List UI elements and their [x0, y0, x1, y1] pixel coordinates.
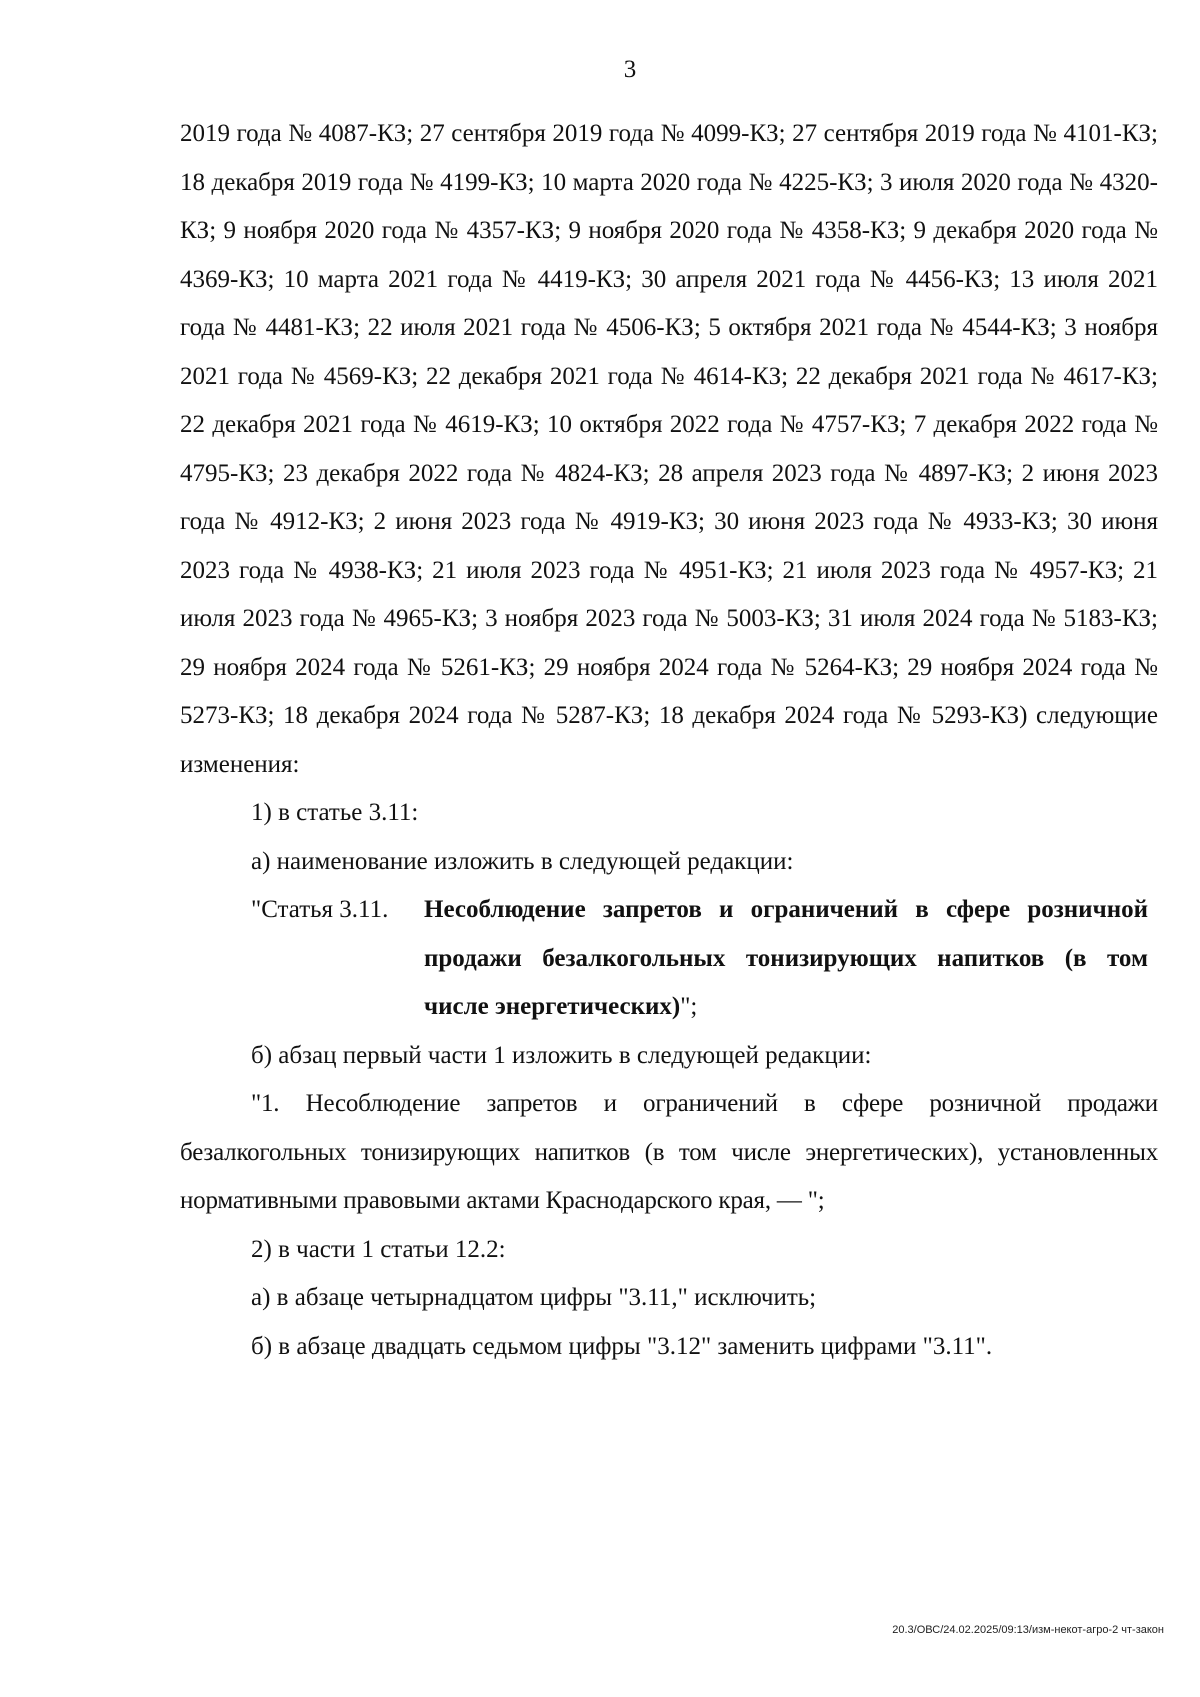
article-label: "Статья 3.11. — [251, 896, 389, 923]
article-title — [424, 886, 1158, 1032]
article-title-tail: "; — [680, 993, 698, 1020]
item-2: 2) в части 1 статьи 12.2: — [251, 1235, 506, 1263]
article-title-bold: Несоблюдение запретов и ограничений в сфере розничной продажи безалкогольных тонизирующих напитков (в том числе энергетических) — [424, 896, 1148, 1020]
item-2a: а) в абзаце четырнадцатом цифры "3.11," исключить; — [251, 1284, 817, 1311]
page-number: 3 — [623, 56, 637, 83]
amendments-list-paragraph: 2019 года № 4087-КЗ; 27 сентября 2019 года № 4099-КЗ; 27 сентября 2019 года № 4101-КЗ; 18 декабря 2019 года № 4199-КЗ; 10 марта 2020 года № 4225-КЗ; 3 июля 2020 года № 4320-КЗ; 9 ноября 2020 года № 4357-КЗ; 9 ноября 2020 года № 4358-КЗ; 9 декабря 2020 года № 4369-КЗ; 10 марта 2021 года № 4419-КЗ; 30 апреля 2021 года № 4456-КЗ; 13 июля 2021 года № 4481-КЗ; 22 июля 2021 года № 4506-КЗ; 5 октября 2021 года № 4544-КЗ; 3 ноября 2021 года № 4569-КЗ; 22 декабря 2021 года № 4614-КЗ; 22 декабря 2021 года № 4617-КЗ; 22 декабря 2021 года № 4619-КЗ; 10 октября 2022 года № 4757-КЗ; 7 декабря 2022 года № 4795-КЗ; 23 декабря 2022 года № 4824-КЗ; 28 апреля 2023 года № 4897-КЗ; 2 июня 2023 года № 4912-КЗ; 2 июня 2023 года № 4919-КЗ; 30 июня 2023 года № 4933-КЗ; 30 июня 2023 года № 4938-КЗ; 21 июля 2023 года № 4951-КЗ; 21 июля 2023 года № 4957-КЗ; 21 июля 2023 года № 4965-КЗ; 3 ноября 2023 года № 5003-КЗ; 31 июля 2024 года № 5183-КЗ; 29 ноября 2024 года № 5261-КЗ; 29 ноября 2024 года № 5264-КЗ; 29 ноября 2024 года № 5273-КЗ; 18 декабря 2024 года № 5287-КЗ; 18 декабря 2024 года № 5293-КЗ) следующие изменения: — [180, 120, 1158, 778]
item-1: 1) в статье 3.11: — [251, 799, 419, 826]
footer-document-code: 20.3/ОВС/24.02.2025/09:13/изм-некот-агро-2 чт-закон — [892, 1624, 1164, 1636]
item-1a: а) наименование изложить в следующей редакции: — [251, 847, 794, 875]
item-2b: б) в абзаце двадцать седьмом цифры "3.12" заменить цифрами "3.11". — [251, 1332, 993, 1360]
article-heading-block — [180, 886, 1158, 1032]
document-body — [180, 110, 1158, 1371]
quoted-part-1-text: "1. Несоблюдение запретов и ограничений в сфере розничной продажи безалкогольных тонизирующих напитков (в том числе энергетических), установленных нормативными правовыми актами Краснодарского края, — "; — [180, 1090, 1158, 1214]
item-1b: б) абзац первый части 1 изложить в следующей редакции: — [251, 1041, 872, 1069]
